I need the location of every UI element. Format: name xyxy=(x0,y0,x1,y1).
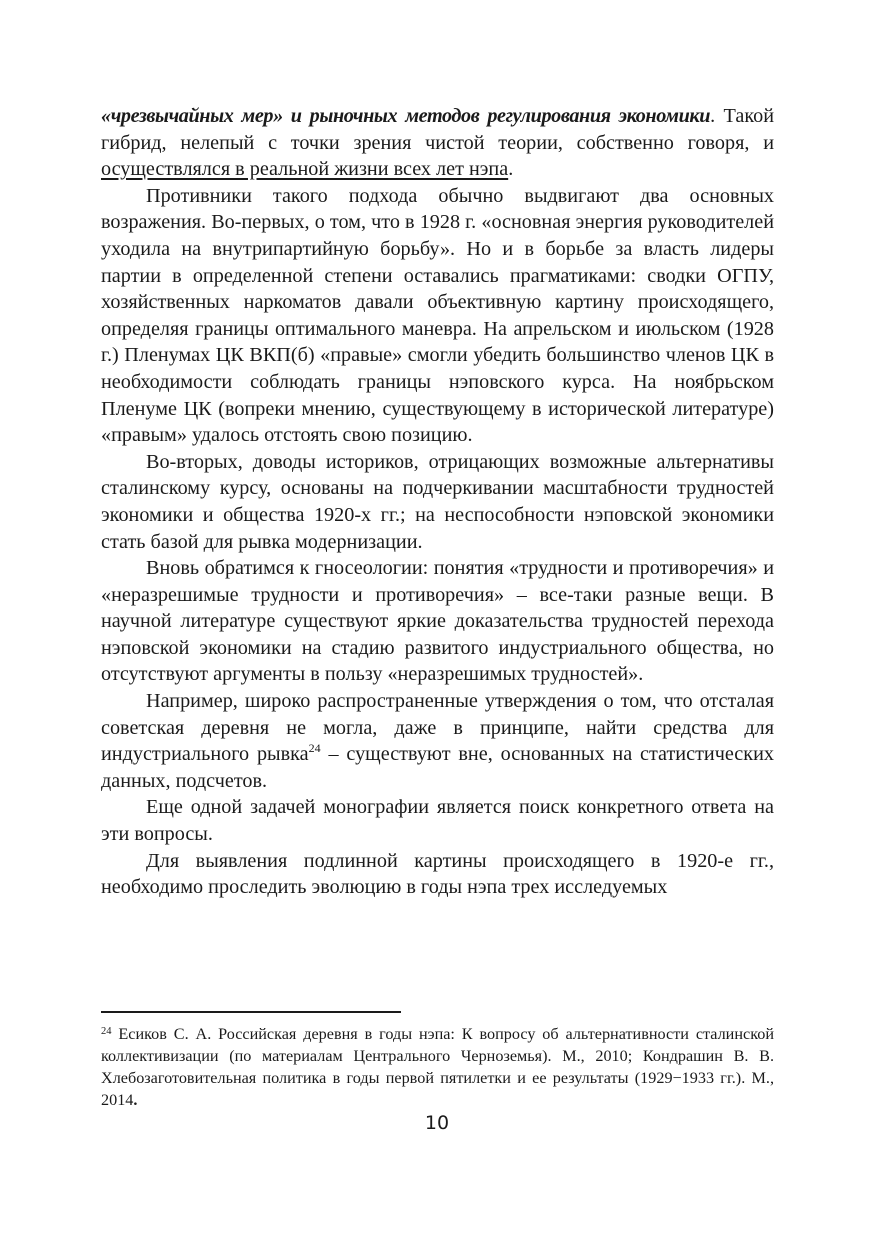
paragraph-7: Для выявления подлинной картины происходящего в 1920-е гг., необходимо проследить эволюцию в годы нэпа трех исследуемых xyxy=(101,849,774,899)
main-text xyxy=(101,103,774,901)
sentence-period: . xyxy=(710,105,716,127)
paragraph-2: Противники такого подхода обычно выдвигают два основных возражения. Во-первых, о том, что в 1928 г. «основная энергия руководителей уходила на внутрипартийную борьбу». Но и в борьбе за власть лидеры партии в определенной степени оставались прагматиками: сводки ОГПУ, хозяйственных наркоматов давали объективную картину происходящего, определяя границы оптимального маневра. На апрельском и июльском (1928 г.) Пленумах ЦК ВКП(б) «правые» смогли убедить большинство членов ЦК в необходимости соблюдать границы нэповского курса. На ноябрьском Пленуме ЦК (вопреки мнению, существующему в исторической литературе) «правым» удалось отстоять свою позицию. xyxy=(101,184,774,447)
paragraph-5 xyxy=(101,688,774,794)
paragraph-1 xyxy=(101,103,774,183)
underlined-phrase: осуществлялся в реальной жизни всех лет нэпа xyxy=(101,158,509,181)
paragraph-1-end: . xyxy=(508,158,514,181)
paragraph-5-text: Например, широко распространенные утверждения о том, что отсталая советская деревня не могла, даже в принципе, найти средства для индустриального рывка xyxy=(101,690,774,766)
footnote-reference[interactable]: 24 xyxy=(308,741,321,756)
footnote-divider xyxy=(101,1011,401,1013)
footnote-end-period: . xyxy=(133,1091,138,1109)
paragraph-5-end: – существуют вне, основанных на статистических данных, подсчетов. xyxy=(101,743,774,792)
footnote-text: Есиков С. А. Российская деревня в годы нэпа: К вопросу об альтернативности сталинской коллективизации (по материалам Центрального Черноземья). М., 2010; Кондрашин В. В. Хлебозаготовительная политика в годы первой пятилетки и ее результаты (1929−1933 гг.). М., 2014 xyxy=(101,1025,774,1109)
page-number: 10 xyxy=(424,1112,450,1134)
page-body xyxy=(101,103,774,901)
footnote xyxy=(101,1023,774,1111)
paragraph-4: Вновь обратимся к гносеологии: понятия «трудности и противоречия» и «неразрешимые трудности и противоречия» – все-таки разные вещи. В научной литературе существуют яркие доказательства трудностей перехода нэповской экономики на стадию развитого индустриального общества, но отсутствуют аргументы в пользу «неразрешимых трудностей». xyxy=(101,557,774,686)
bold-italic-phrase: «чрезвычайных мер» и рыночных методов регулирования экономики xyxy=(101,105,711,127)
paragraph-6: Еще одной задачей монографии является поиск конкретного ответа на эти вопросы. xyxy=(101,796,774,846)
paragraph-1-text: Такой гибрид, нелепый с точки зрения чистой теории, собственно говоря, и xyxy=(101,105,775,154)
footnote-number: 24 xyxy=(101,1026,112,1037)
paragraph-3: Во-вторых, доводы историков, отрицающих возможные альтернативы сталинскому курсу, основаны на подчеркивании масштабности трудностей экономики и общества 1920-х гг.; на неспособности нэповской экономики стать базой для рывка модернизации. xyxy=(101,450,774,553)
